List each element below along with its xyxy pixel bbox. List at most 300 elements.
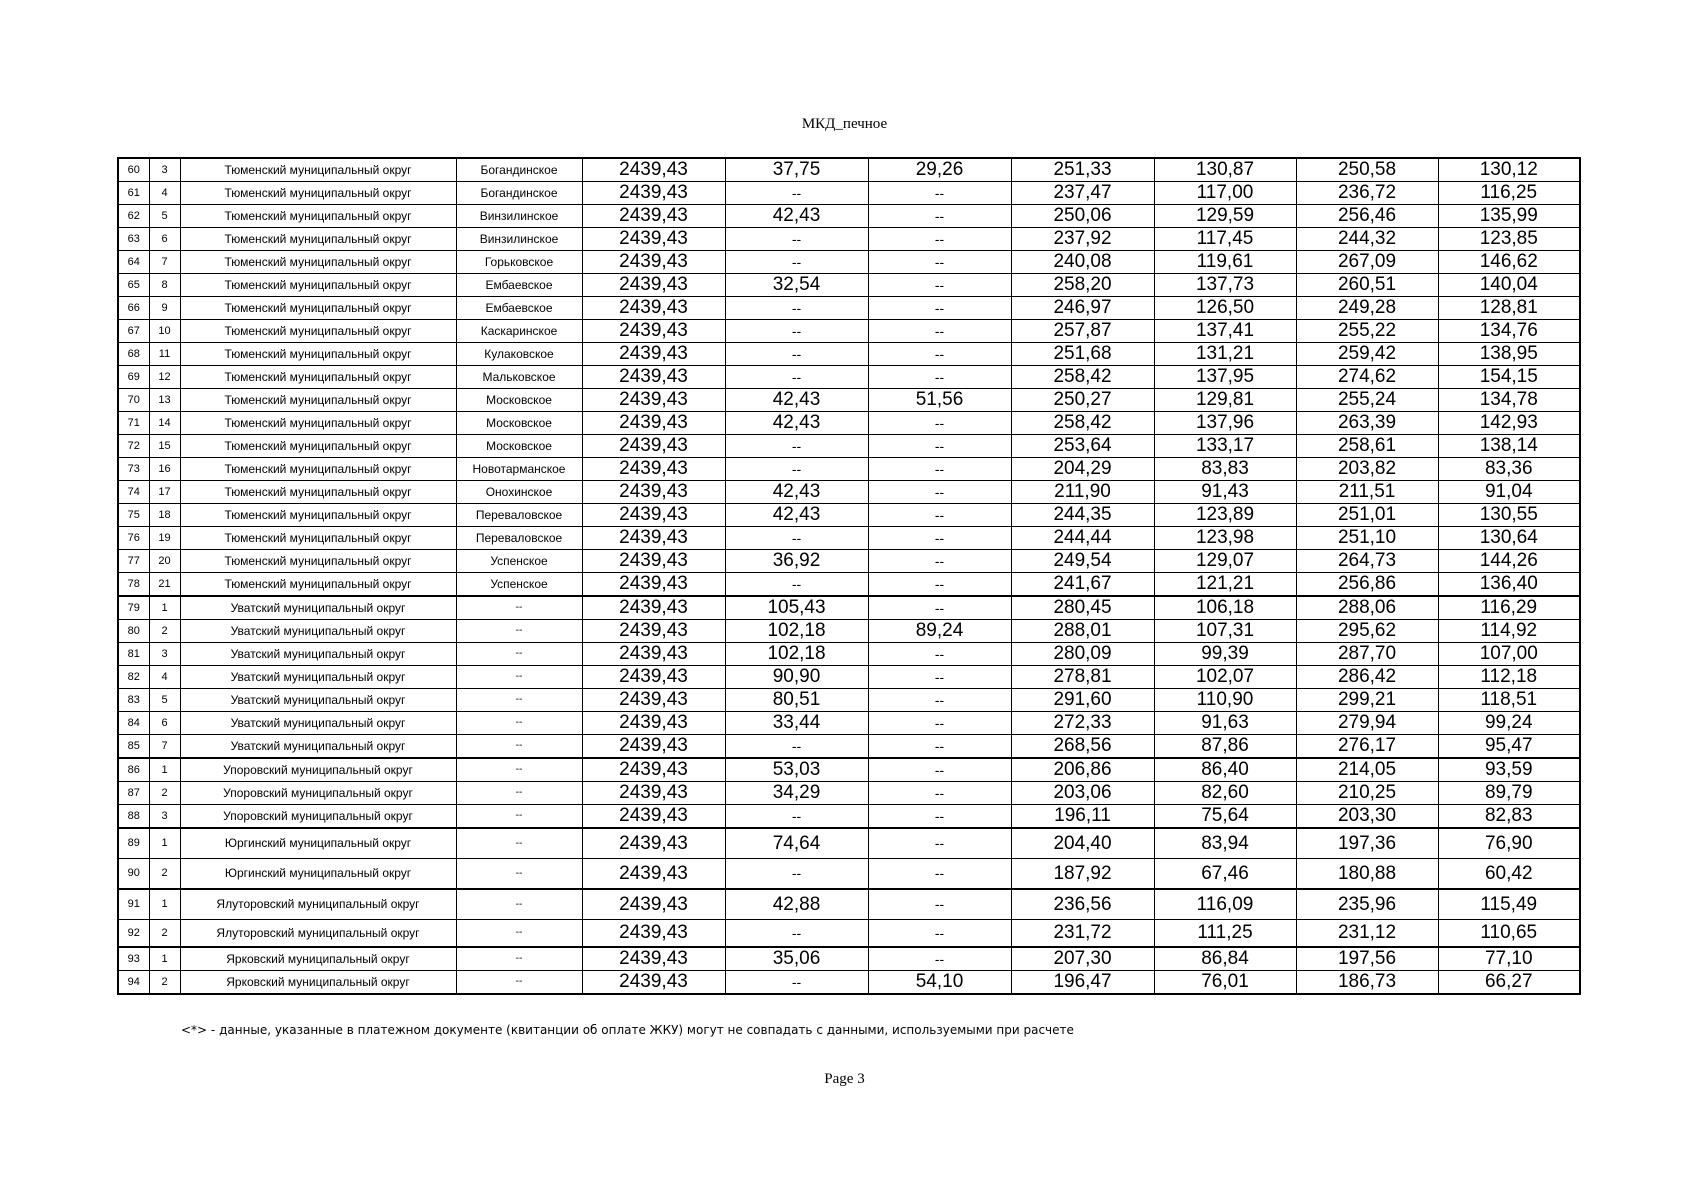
settlement-cell: --	[456, 782, 582, 805]
value-cell-5: 129,81	[1154, 389, 1296, 412]
value-cell-1: 2439,43	[582, 666, 725, 689]
value-cell-3: --	[868, 689, 1011, 712]
value-cell-2: --	[725, 920, 868, 948]
district-cell: Тюменский муниципальный округ	[180, 205, 456, 228]
value-cell-1: 2439,43	[582, 805, 725, 829]
value-cell-1: 2439,43	[582, 182, 725, 205]
row-number-cell: 72	[118, 435, 149, 458]
row-number-cell: 88	[118, 805, 149, 829]
tariff-table	[117, 157, 1581, 995]
value-cell-7: 154,15	[1438, 366, 1580, 389]
settlement-cell: Переваловское	[456, 527, 582, 550]
value-cell-4: 250,27	[1011, 389, 1154, 412]
district-cell: Тюменский муниципальный округ	[180, 228, 456, 251]
page-title: МКД_печное	[801, 116, 888, 132]
value-cell-2: 34,29	[725, 782, 868, 805]
value-cell-3: --	[868, 573, 1011, 597]
table-row	[118, 573, 1580, 597]
value-cell-5: 107,31	[1154, 620, 1296, 643]
value-cell-2: --	[725, 527, 868, 550]
value-cell-7: 66,27	[1438, 971, 1580, 995]
district-cell: Тюменский муниципальный округ	[180, 550, 456, 573]
value-cell-7: 115,49	[1438, 889, 1580, 920]
table-row	[118, 274, 1580, 297]
value-cell-2: 90,90	[725, 666, 868, 689]
value-cell-7: 138,14	[1438, 435, 1580, 458]
value-cell-5: 87,86	[1154, 735, 1296, 759]
value-cell-2: 42,43	[725, 504, 868, 527]
value-cell-5: 119,61	[1154, 251, 1296, 274]
value-cell-4: 251,68	[1011, 343, 1154, 366]
value-cell-1: 2439,43	[582, 297, 725, 320]
value-cell-3: --	[868, 343, 1011, 366]
sub-number-cell: 5	[149, 689, 180, 712]
value-cell-3: 29,26	[868, 158, 1011, 182]
value-cell-3: --	[868, 251, 1011, 274]
value-cell-6: 250,58	[1296, 158, 1438, 182]
value-cell-3: --	[868, 712, 1011, 735]
value-cell-7: 110,65	[1438, 920, 1580, 948]
value-cell-1: 2439,43	[582, 366, 725, 389]
value-cell-3: --	[868, 758, 1011, 782]
value-cell-4: 236,56	[1011, 889, 1154, 920]
value-cell-3: --	[868, 205, 1011, 228]
table-row	[118, 527, 1580, 550]
district-cell: Уватский муниципальный округ	[180, 735, 456, 759]
value-cell-5: 82,60	[1154, 782, 1296, 805]
sub-number-cell: 7	[149, 251, 180, 274]
value-cell-7: 118,51	[1438, 689, 1580, 712]
district-cell: Тюменский муниципальный округ	[180, 458, 456, 481]
value-cell-4: 251,33	[1011, 158, 1154, 182]
table-row	[118, 412, 1580, 435]
value-cell-5: 102,07	[1154, 666, 1296, 689]
value-cell-7: 83,36	[1438, 458, 1580, 481]
row-number-cell: 73	[118, 458, 149, 481]
value-cell-3: --	[868, 182, 1011, 205]
value-cell-6: 231,12	[1296, 920, 1438, 948]
table-row	[118, 435, 1580, 458]
value-cell-6: 180,88	[1296, 859, 1438, 890]
settlement-cell: --	[456, 889, 582, 920]
sub-number-cell: 9	[149, 297, 180, 320]
value-cell-2: 53,03	[725, 758, 868, 782]
value-cell-2: 102,18	[725, 620, 868, 643]
district-cell: Тюменский муниципальный округ	[180, 274, 456, 297]
row-number-cell: 82	[118, 666, 149, 689]
row-number-cell: 61	[118, 182, 149, 205]
value-cell-4: 204,29	[1011, 458, 1154, 481]
table-row	[118, 971, 1580, 995]
value-cell-1: 2439,43	[582, 435, 725, 458]
value-cell-2: 33,44	[725, 712, 868, 735]
sub-number-cell: 2	[149, 782, 180, 805]
value-cell-3: --	[868, 735, 1011, 759]
value-cell-2: 42,43	[725, 205, 868, 228]
value-cell-1: 2439,43	[582, 320, 725, 343]
sub-number-cell: 2	[149, 620, 180, 643]
value-cell-3: 51,56	[868, 389, 1011, 412]
value-cell-7: 60,42	[1438, 859, 1580, 890]
table-row	[118, 504, 1580, 527]
sub-number-cell: 2	[149, 859, 180, 890]
value-cell-4: 257,87	[1011, 320, 1154, 343]
value-cell-2: --	[725, 859, 868, 890]
value-cell-3: --	[868, 666, 1011, 689]
sub-number-cell: 10	[149, 320, 180, 343]
row-number-cell: 62	[118, 205, 149, 228]
value-cell-2: --	[725, 458, 868, 481]
value-cell-6: 264,73	[1296, 550, 1438, 573]
value-cell-6: 251,10	[1296, 527, 1438, 550]
value-cell-4: 280,45	[1011, 596, 1154, 620]
sub-number-cell: 3	[149, 643, 180, 666]
value-cell-6: 279,94	[1296, 712, 1438, 735]
district-cell: Тюменский муниципальный округ	[180, 366, 456, 389]
sub-number-cell: 4	[149, 666, 180, 689]
value-cell-7: 116,29	[1438, 596, 1580, 620]
value-cell-3: --	[868, 320, 1011, 343]
value-cell-4: 249,54	[1011, 550, 1154, 573]
value-cell-7: 140,04	[1438, 274, 1580, 297]
district-cell: Уватский муниципальный округ	[180, 643, 456, 666]
value-cell-6: 210,25	[1296, 782, 1438, 805]
table-row	[118, 889, 1580, 920]
table-row	[118, 947, 1580, 971]
district-cell: Тюменский муниципальный округ	[180, 182, 456, 205]
district-cell: Упоровский муниципальный округ	[180, 758, 456, 782]
settlement-cell: Успенское	[456, 573, 582, 597]
value-cell-5: 91,43	[1154, 481, 1296, 504]
district-cell: Тюменский муниципальный округ	[180, 297, 456, 320]
sub-number-cell: 1	[149, 828, 180, 859]
value-cell-3: 89,24	[868, 620, 1011, 643]
value-cell-2: --	[725, 251, 868, 274]
table-row	[118, 481, 1580, 504]
value-cell-6: 255,22	[1296, 320, 1438, 343]
district-cell: Ярковский муниципальный округ	[180, 971, 456, 995]
table-row	[118, 666, 1580, 689]
value-cell-1: 2439,43	[582, 573, 725, 597]
value-cell-6: 256,46	[1296, 205, 1438, 228]
settlement-cell: Ембаевское	[456, 297, 582, 320]
value-cell-1: 2439,43	[582, 158, 725, 182]
district-cell: Тюменский муниципальный округ	[180, 435, 456, 458]
settlement-cell: Ембаевское	[456, 274, 582, 297]
district-cell: Ярковский муниципальный округ	[180, 947, 456, 971]
value-cell-5: 137,95	[1154, 366, 1296, 389]
row-number-cell: 83	[118, 689, 149, 712]
value-cell-2: --	[725, 182, 868, 205]
value-cell-2: --	[725, 228, 868, 251]
row-number-cell: 71	[118, 412, 149, 435]
district-cell: Тюменский муниципальный округ	[180, 389, 456, 412]
value-cell-1: 2439,43	[582, 458, 725, 481]
value-cell-7: 144,26	[1438, 550, 1580, 573]
table-row	[118, 158, 1580, 182]
value-cell-1: 2439,43	[582, 228, 725, 251]
value-cell-3: --	[868, 550, 1011, 573]
value-cell-3: --	[868, 366, 1011, 389]
district-cell: Тюменский муниципальный округ	[180, 573, 456, 597]
row-number-cell: 76	[118, 527, 149, 550]
value-cell-7: 130,12	[1438, 158, 1580, 182]
value-cell-6: 255,24	[1296, 389, 1438, 412]
value-cell-1: 2439,43	[582, 620, 725, 643]
value-cell-4: 268,56	[1011, 735, 1154, 759]
value-cell-7: 95,47	[1438, 735, 1580, 759]
value-cell-2: 42,43	[725, 389, 868, 412]
value-cell-1: 2439,43	[582, 481, 725, 504]
value-cell-5: 117,00	[1154, 182, 1296, 205]
value-cell-6: 203,82	[1296, 458, 1438, 481]
value-cell-1: 2439,43	[582, 205, 725, 228]
sub-number-cell: 6	[149, 228, 180, 251]
value-cell-6: 186,73	[1296, 971, 1438, 995]
value-cell-5: 91,63	[1154, 712, 1296, 735]
district-cell: Уватский муниципальный округ	[180, 596, 456, 620]
row-number-cell: 89	[118, 828, 149, 859]
value-cell-3: --	[868, 782, 1011, 805]
value-cell-4: 258,42	[1011, 412, 1154, 435]
value-cell-1: 2439,43	[582, 758, 725, 782]
table-row	[118, 805, 1580, 829]
district-cell: Ялуторовский муниципальный округ	[180, 889, 456, 920]
value-cell-2: --	[725, 366, 868, 389]
sub-number-cell: 7	[149, 735, 180, 759]
page-number: Page 3	[824, 1071, 865, 1087]
table-row	[118, 343, 1580, 366]
value-cell-6: 211,51	[1296, 481, 1438, 504]
value-cell-1: 2439,43	[582, 527, 725, 550]
value-cell-4: 288,01	[1011, 620, 1154, 643]
sub-number-cell: 18	[149, 504, 180, 527]
value-cell-3: --	[868, 504, 1011, 527]
settlement-cell: --	[456, 620, 582, 643]
value-cell-5: 123,98	[1154, 527, 1296, 550]
value-cell-1: 2439,43	[582, 859, 725, 890]
sub-number-cell: 1	[149, 758, 180, 782]
value-cell-1: 2439,43	[582, 412, 725, 435]
value-cell-7: 136,40	[1438, 573, 1580, 597]
value-cell-4: 196,47	[1011, 971, 1154, 995]
value-cell-4: 237,47	[1011, 182, 1154, 205]
row-number-cell: 80	[118, 620, 149, 643]
table-row	[118, 458, 1580, 481]
value-cell-4: 241,67	[1011, 573, 1154, 597]
value-cell-3: --	[868, 920, 1011, 948]
value-cell-5: 137,96	[1154, 412, 1296, 435]
settlement-cell: Онохинское	[456, 481, 582, 504]
value-cell-2: 42,43	[725, 412, 868, 435]
settlement-cell: --	[456, 828, 582, 859]
district-cell: Тюменский муниципальный округ	[180, 504, 456, 527]
settlement-cell: Новотарманское	[456, 458, 582, 481]
sub-number-cell: 6	[149, 712, 180, 735]
value-cell-5: 83,83	[1154, 458, 1296, 481]
row-number-cell: 68	[118, 343, 149, 366]
settlement-cell: Богандинское	[456, 182, 582, 205]
value-cell-2: 36,92	[725, 550, 868, 573]
settlement-cell: Успенское	[456, 550, 582, 573]
value-cell-7: 93,59	[1438, 758, 1580, 782]
value-cell-5: 83,94	[1154, 828, 1296, 859]
value-cell-2: --	[725, 435, 868, 458]
row-number-cell: 65	[118, 274, 149, 297]
value-cell-7: 130,55	[1438, 504, 1580, 527]
value-cell-5: 111,25	[1154, 920, 1296, 948]
value-cell-6: 249,28	[1296, 297, 1438, 320]
value-cell-1: 2439,43	[582, 889, 725, 920]
value-cell-1: 2439,43	[582, 596, 725, 620]
settlement-cell: Винзилинское	[456, 205, 582, 228]
value-cell-4: 231,72	[1011, 920, 1154, 948]
value-cell-7: 77,10	[1438, 947, 1580, 971]
district-cell: Тюменский муниципальный округ	[180, 158, 456, 182]
value-cell-6: 286,42	[1296, 666, 1438, 689]
value-cell-1: 2439,43	[582, 689, 725, 712]
settlement-cell: Горьковское	[456, 251, 582, 274]
table-row	[118, 735, 1580, 759]
district-cell: Упоровский муниципальный округ	[180, 805, 456, 829]
value-cell-7: 112,18	[1438, 666, 1580, 689]
value-cell-5: 131,21	[1154, 343, 1296, 366]
row-number-cell: 74	[118, 481, 149, 504]
row-number-cell: 66	[118, 297, 149, 320]
settlement-cell: Переваловское	[456, 504, 582, 527]
value-cell-4: 206,86	[1011, 758, 1154, 782]
district-cell: Ялуторовский муниципальный округ	[180, 920, 456, 948]
value-cell-6: 197,56	[1296, 947, 1438, 971]
table-row	[118, 297, 1580, 320]
value-cell-7: 135,99	[1438, 205, 1580, 228]
footnote: <*> - данные, указанные в платежном документе (квитанции об оплате ЖКУ) могут не совпадать с данными, используемыми при расчете	[181, 1023, 1074, 1037]
settlement-cell: --	[456, 689, 582, 712]
value-cell-6: 197,36	[1296, 828, 1438, 859]
settlement-cell: Винзилинское	[456, 228, 582, 251]
row-number-cell: 92	[118, 920, 149, 948]
settlement-cell: Кулаковское	[456, 343, 582, 366]
value-cell-5: 123,89	[1154, 504, 1296, 527]
value-cell-1: 2439,43	[582, 251, 725, 274]
value-cell-4: 253,64	[1011, 435, 1154, 458]
value-cell-6: 214,05	[1296, 758, 1438, 782]
district-cell: Уватский муниципальный округ	[180, 620, 456, 643]
value-cell-3: --	[868, 596, 1011, 620]
row-number-cell: 79	[118, 596, 149, 620]
value-cell-4: 244,35	[1011, 504, 1154, 527]
value-cell-6: 299,21	[1296, 689, 1438, 712]
value-cell-1: 2439,43	[582, 343, 725, 366]
value-cell-2: 102,18	[725, 643, 868, 666]
row-number-cell: 91	[118, 889, 149, 920]
value-cell-4: 237,92	[1011, 228, 1154, 251]
value-cell-4: 211,90	[1011, 481, 1154, 504]
value-cell-2: 32,54	[725, 274, 868, 297]
table-row	[118, 366, 1580, 389]
value-cell-7: 116,25	[1438, 182, 1580, 205]
value-cell-6: 276,17	[1296, 735, 1438, 759]
table-row	[118, 550, 1580, 573]
value-cell-5: 121,21	[1154, 573, 1296, 597]
value-cell-4: 280,09	[1011, 643, 1154, 666]
value-cell-4: 278,81	[1011, 666, 1154, 689]
sub-number-cell: 19	[149, 527, 180, 550]
value-cell-4: 187,92	[1011, 859, 1154, 890]
district-cell: Тюменский муниципальный округ	[180, 251, 456, 274]
value-cell-1: 2439,43	[582, 274, 725, 297]
value-cell-1: 2439,43	[582, 947, 725, 971]
value-cell-5: 126,50	[1154, 297, 1296, 320]
value-cell-7: 130,64	[1438, 527, 1580, 550]
value-cell-4: 258,42	[1011, 366, 1154, 389]
district-cell: Уватский муниципальный округ	[180, 689, 456, 712]
value-cell-4: 272,33	[1011, 712, 1154, 735]
settlement-cell: --	[456, 596, 582, 620]
table-row	[118, 596, 1580, 620]
value-cell-7: 134,78	[1438, 389, 1580, 412]
table-row	[118, 205, 1580, 228]
value-cell-2: --	[725, 971, 868, 995]
value-cell-1: 2439,43	[582, 735, 725, 759]
value-cell-4: 291,60	[1011, 689, 1154, 712]
value-cell-3: --	[868, 643, 1011, 666]
sub-number-cell: 8	[149, 274, 180, 297]
value-cell-6: 259,42	[1296, 343, 1438, 366]
sub-number-cell: 1	[149, 596, 180, 620]
value-cell-6: 244,32	[1296, 228, 1438, 251]
row-number-cell: 87	[118, 782, 149, 805]
row-number-cell: 81	[118, 643, 149, 666]
value-cell-4: 244,44	[1011, 527, 1154, 550]
value-cell-3: --	[868, 889, 1011, 920]
value-cell-6: 295,62	[1296, 620, 1438, 643]
table-row	[118, 828, 1580, 859]
value-cell-6: 263,39	[1296, 412, 1438, 435]
value-cell-6: 258,61	[1296, 435, 1438, 458]
sub-number-cell: 21	[149, 573, 180, 597]
district-cell: Тюменский муниципальный округ	[180, 412, 456, 435]
value-cell-2: 35,06	[725, 947, 868, 971]
settlement-cell: Каскаринское	[456, 320, 582, 343]
sub-number-cell: 14	[149, 412, 180, 435]
value-cell-4: 250,06	[1011, 205, 1154, 228]
sub-number-cell: 1	[149, 947, 180, 971]
value-cell-5: 129,59	[1154, 205, 1296, 228]
value-cell-1: 2439,43	[582, 782, 725, 805]
value-cell-5: 116,09	[1154, 889, 1296, 920]
value-cell-2: 37,75	[725, 158, 868, 182]
table-row	[118, 643, 1580, 666]
value-cell-7: 91,04	[1438, 481, 1580, 504]
row-number-cell: 93	[118, 947, 149, 971]
value-cell-5: 99,39	[1154, 643, 1296, 666]
table-row	[118, 228, 1580, 251]
value-cell-3: --	[868, 828, 1011, 859]
row-number-cell: 64	[118, 251, 149, 274]
value-cell-3: --	[868, 228, 1011, 251]
value-cell-5: 117,45	[1154, 228, 1296, 251]
row-number-cell: 70	[118, 389, 149, 412]
settlement-cell: Богандинское	[456, 158, 582, 182]
row-number-cell: 63	[118, 228, 149, 251]
value-cell-3: --	[868, 412, 1011, 435]
value-cell-6: 274,62	[1296, 366, 1438, 389]
table-body	[118, 158, 1580, 994]
district-cell: Тюменский муниципальный округ	[180, 527, 456, 550]
value-cell-3: --	[868, 435, 1011, 458]
table-row	[118, 920, 1580, 948]
